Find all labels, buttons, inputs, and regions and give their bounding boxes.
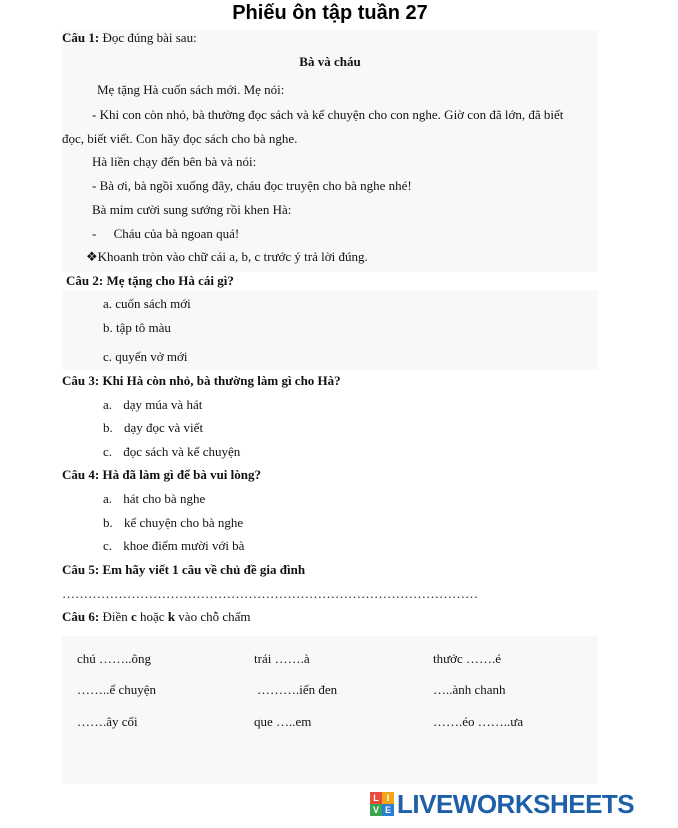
cau5-text: Em hãy viết 1 câu về chủ đề gia đình [99, 562, 306, 577]
fill-blank-item[interactable]: thước …….é [433, 651, 502, 666]
cau5-question [62, 562, 305, 578]
quote-dash: - [92, 226, 97, 241]
cau6-letter-c: c [130, 609, 137, 624]
cau4-question [62, 467, 261, 483]
cau6-label: Câu 6: [62, 609, 100, 624]
story-quote [92, 226, 239, 242]
story-paragraph: - Khi con còn nhỏ, bà thường đọc sách và kể chuyện cho con nghe. Giờ con đã lớn, đã biết [92, 107, 564, 122]
option-text: đọc sách và kể chuyện [123, 444, 241, 459]
fill-blank-item[interactable]: …..ành chanh [433, 682, 506, 697]
cau2-label: Câu 2 [66, 273, 99, 288]
story-paragraph: - Bà ơi, bà ngồi xuống đây, cháu đọc truyện cho bà nghe nhé! [92, 178, 412, 193]
logo-badge-letter: L [370, 792, 382, 804]
cau6-letter-k: k [167, 609, 176, 624]
cau4-text: Hà đã làm gì để bà vui lòng? [99, 467, 262, 482]
option-letter: c. [103, 444, 113, 459]
fill-blank-item[interactable]: …….ây cối [77, 714, 138, 729]
logo-badge-letter: V [370, 804, 382, 816]
cau2-option-c[interactable]: c. quyển vở mới [103, 349, 188, 364]
option-text: dạy đọc và viết [124, 420, 204, 435]
fill-blank-item[interactable]: trái …….à [254, 651, 310, 666]
cau2-option-b[interactable]: b. tập tô màu [103, 320, 171, 335]
cau5-label: Câu 5: [62, 562, 100, 577]
story-paragraph: Bà mỉm cười sung sướng rồi khen Hà: [92, 202, 292, 217]
option-letter: b. [103, 420, 113, 435]
cau2-option-a[interactable]: a. cuốn sách mới [103, 296, 191, 311]
cau6-text-1: Điền [99, 609, 131, 624]
logo-text: LIVEWORKSHEETS [397, 788, 635, 819]
story-title [0, 54, 660, 70]
cau3-label: Câu 3: [62, 373, 100, 388]
cau1-text: Đọc đúng bài sau: [99, 30, 197, 45]
page-title: Phiếu ôn tập tuần 27 [232, 2, 428, 24]
cau3-text: Khi Hà còn nhỏ, bà thường làm gì cho Hà? [99, 373, 341, 388]
logo-badge-letter: I [382, 792, 394, 804]
cau3-option-c[interactable] [103, 444, 240, 460]
option-text: dạy múa và hát [123, 397, 203, 412]
fill-blank-item[interactable]: que …..em [254, 714, 312, 729]
cau1-label: Câu 1: [62, 30, 100, 45]
instruction [86, 249, 368, 265]
fill-blank-item[interactable]: ……….iến đen [257, 682, 338, 697]
cau2-question [66, 273, 234, 289]
fill-blank-item[interactable]: chú ……..ông [77, 651, 152, 666]
option-letter: a. [103, 491, 113, 506]
cau3-option-b[interactable] [103, 420, 203, 436]
option-text: kể chuyện cho bà nghe [124, 515, 244, 530]
logo-badge-letter: E [382, 804, 394, 816]
quote-text: Cháu của bà ngoan quá! [113, 226, 240, 241]
cau3-question [62, 373, 341, 389]
liveworksheets-logo [370, 789, 634, 819]
option-text: hát cho bà nghe [123, 491, 206, 506]
cau2-text: : Mẹ tặng cho Hà cái gì? [98, 273, 234, 288]
cau1-heading [62, 30, 197, 46]
story-title-text: Bà và cháu [299, 54, 361, 69]
cau4-option-c[interactable] [103, 538, 244, 554]
fill-blank-item[interactable]: ……..ể chuyện [77, 682, 157, 697]
cau3-option-a[interactable] [103, 397, 202, 413]
logo-badge-icon [370, 792, 394, 816]
cau6-text-3: vào chỗ chấm [175, 609, 251, 624]
story-paragraph: Mẹ tặng Hà cuốn sách mới. Mẹ nói: [97, 82, 285, 97]
option-letter: b. [103, 515, 113, 530]
option-text: khoe điểm mười với bà [123, 538, 245, 553]
cau4-label: Câu 4: [62, 467, 100, 482]
cau6-text-2: hoặc [136, 609, 168, 624]
story-paragraph: Hà liền chạy đến bên bà và nói: [92, 154, 257, 169]
cau5-answer-line[interactable]: …………………………………………………………………………………… [62, 586, 478, 601]
cau4-option-b[interactable] [103, 515, 243, 531]
diamond-bullet-icon: ❖ [86, 249, 98, 264]
story-paragraph: đọc, biết viết. Con hãy đọc sách cho bà nghe. [62, 131, 298, 146]
fill-blank-item[interactable]: …….éo ……..ưa [433, 714, 524, 729]
instruction-text: Khoanh tròn vào chữ cái a, b, c trước ý trả lời đúng. [97, 249, 368, 264]
option-letter: a. [103, 397, 113, 412]
cau4-option-a[interactable] [103, 491, 205, 507]
cau6-question [62, 609, 251, 625]
option-letter: c. [103, 538, 113, 553]
